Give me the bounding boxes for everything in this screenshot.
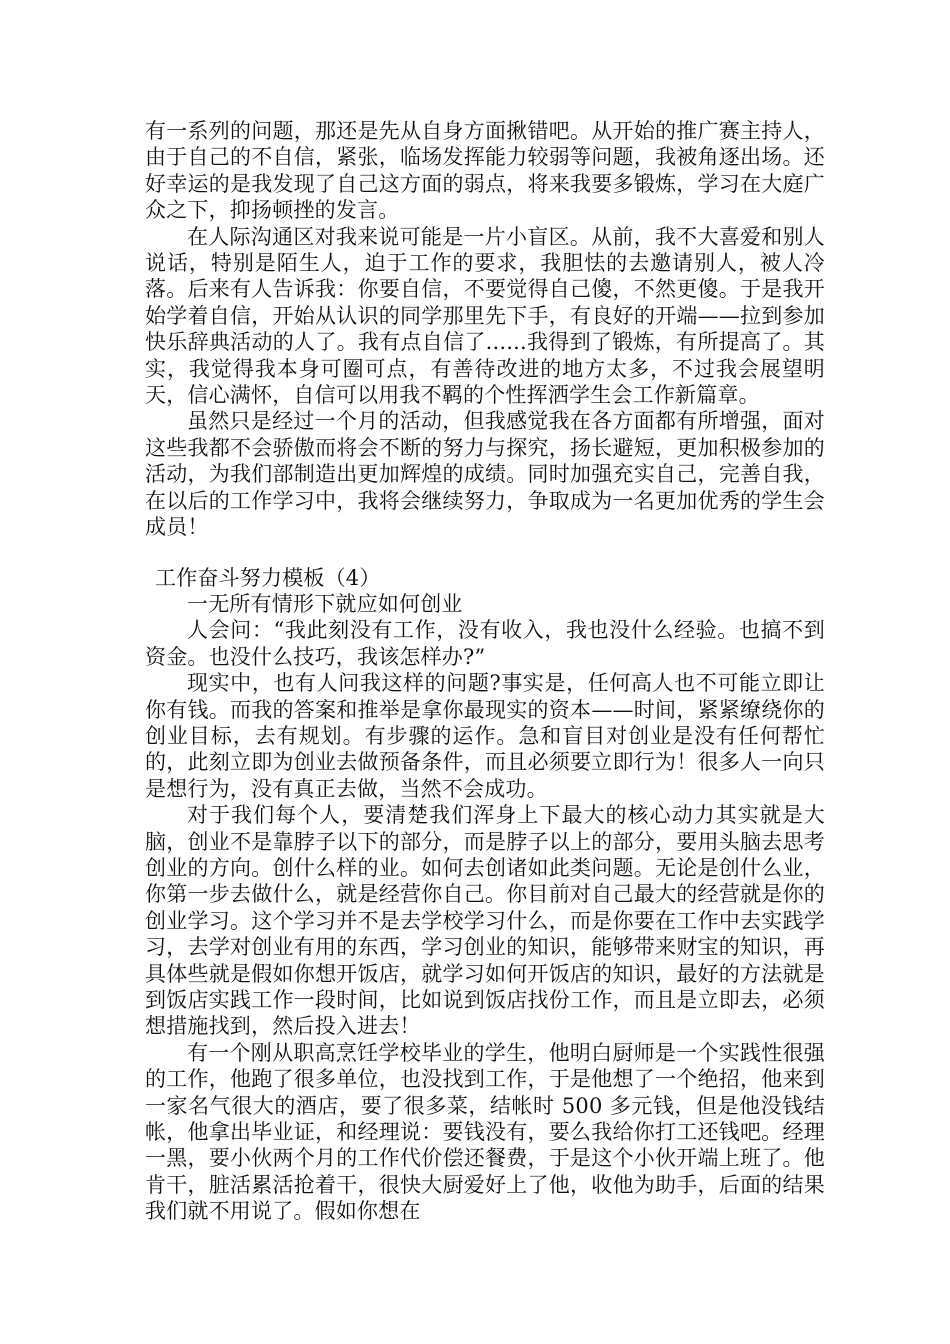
body-paragraph: 有一系列的问题，那还是先从自身方面揪错吧。从开始的推广赛主持人，由于自己的不自信，紧张，临场发挥能力较弱等问题，我被角逐出场。还好幸运的是我发现了自己这方面的弱点，将来我要多锻炼，学习在大庭广众之下，抑扬顿挫的发言。	[145, 119, 825, 223]
body-paragraph: 有一个刚从职高烹饪学校毕业的学生，他明白厨师是一个实践性很强的工作，他跑了很多单位，也没找到工作，于是他想了一个绝招，他来到一家名气很大的酒店，要了很多菜，结帐时 500 多元钱，但是他没钱结帐，他拿出毕业证，和经理说：要钱没有，要么我给你打工还钱吧。经理一黑，要小伙两个月的工作代价偿还餐费，于是这个小伙开端上班了。他肯干，脏活累活抢着干，很快大厨爱好上了他，收他为助手，后面的结果我们就不用说了。假如你想在	[145, 1040, 825, 1224]
body-paragraph: 在人际沟通区对我来说可能是一片小盲区。从前，我不大喜爱和别人说话，特别是陌生人，迫于工作的要求，我胆怯的去邀请别人，被人冷落。后来有人告诉我：你要自信，不要觉得自己傻，不然更傻。于是我开始学着自信，开始从认识的同学那里先下手，有良好的开端——拉到参加快乐辞典活动的人了。我有点自信了......我得到了锻炼，有所提高了。其实，我觉得我本身可圈可点，有善待改进的地方太多，不过我会展望明天，信心满怀，自信可以用我不羁的个性挥洒学生会工作新篇章。	[145, 224, 825, 408]
body-paragraph: 对于我们每个人，要清楚我们浑身上下最大的核心动力其实就是大脑，创业不是靠脖子以下的部分，而是脖子以上的部分，要用头脑去思考创业的方向。创什么样的业。如何去创诸如此类问题。无论是创什么业，你第一步去做什么，就是经营你自己。你目前对自己最大的经营就是你的创业学习。这个学习并不是去学校学习什么，而是你要在工作中去实践学习，去学对创业有用的东西，学习创业的知识，能够带来财宝的知识，再具体些就是假如你想开饭店，就学习如何开饭店的知识，最好的方法就是到饭店实践工作一段时间，比如说到饭店找份工作，而且是立即去，必须想措施找到，然后投入进去！	[145, 803, 825, 1039]
section-title: 工作奋斗努力模板（4）	[155, 565, 381, 590]
body-paragraph: 现实中，也有人问我这样的问题?事实是，任何高人也不可能立即让你有钱。而我的答案和推举是拿你最现实的资本——时间，紧紧缭绕你的创业目标，去有规划。有步骤的运作。急和盲目对创业是没有任何帮忙的，此刻立即为创业去做预备条件，而且必须要立即行为！很多人一向只是想行为，没有真正去做，当然不会成功。	[145, 671, 825, 801]
body-paragraph: 人会问：“我此刻没有工作，没有收入，我也没什么经验。也搞不到资金。也没什么技巧，我该怎样办?”	[145, 618, 825, 669]
section-spacer	[145, 541, 825, 565]
body-paragraph: 虽然只是经过一个月的活动，但我感觉我在各方面都有所增强，面对这些我都不会骄傲而将会不断的努力与探究，扬长避短，更加积极参加的活动，为我们部制造出更加辉煌的成绩。同时加强充实自己，完善自我，在以后的工作学习中，我将会继续努力，争取成为一名更加优秀的学生会成员！	[145, 409, 825, 540]
section-subtitle: 一无所有情形下就应如何创业	[187, 591, 463, 616]
document-page	[145, 118, 825, 1225]
